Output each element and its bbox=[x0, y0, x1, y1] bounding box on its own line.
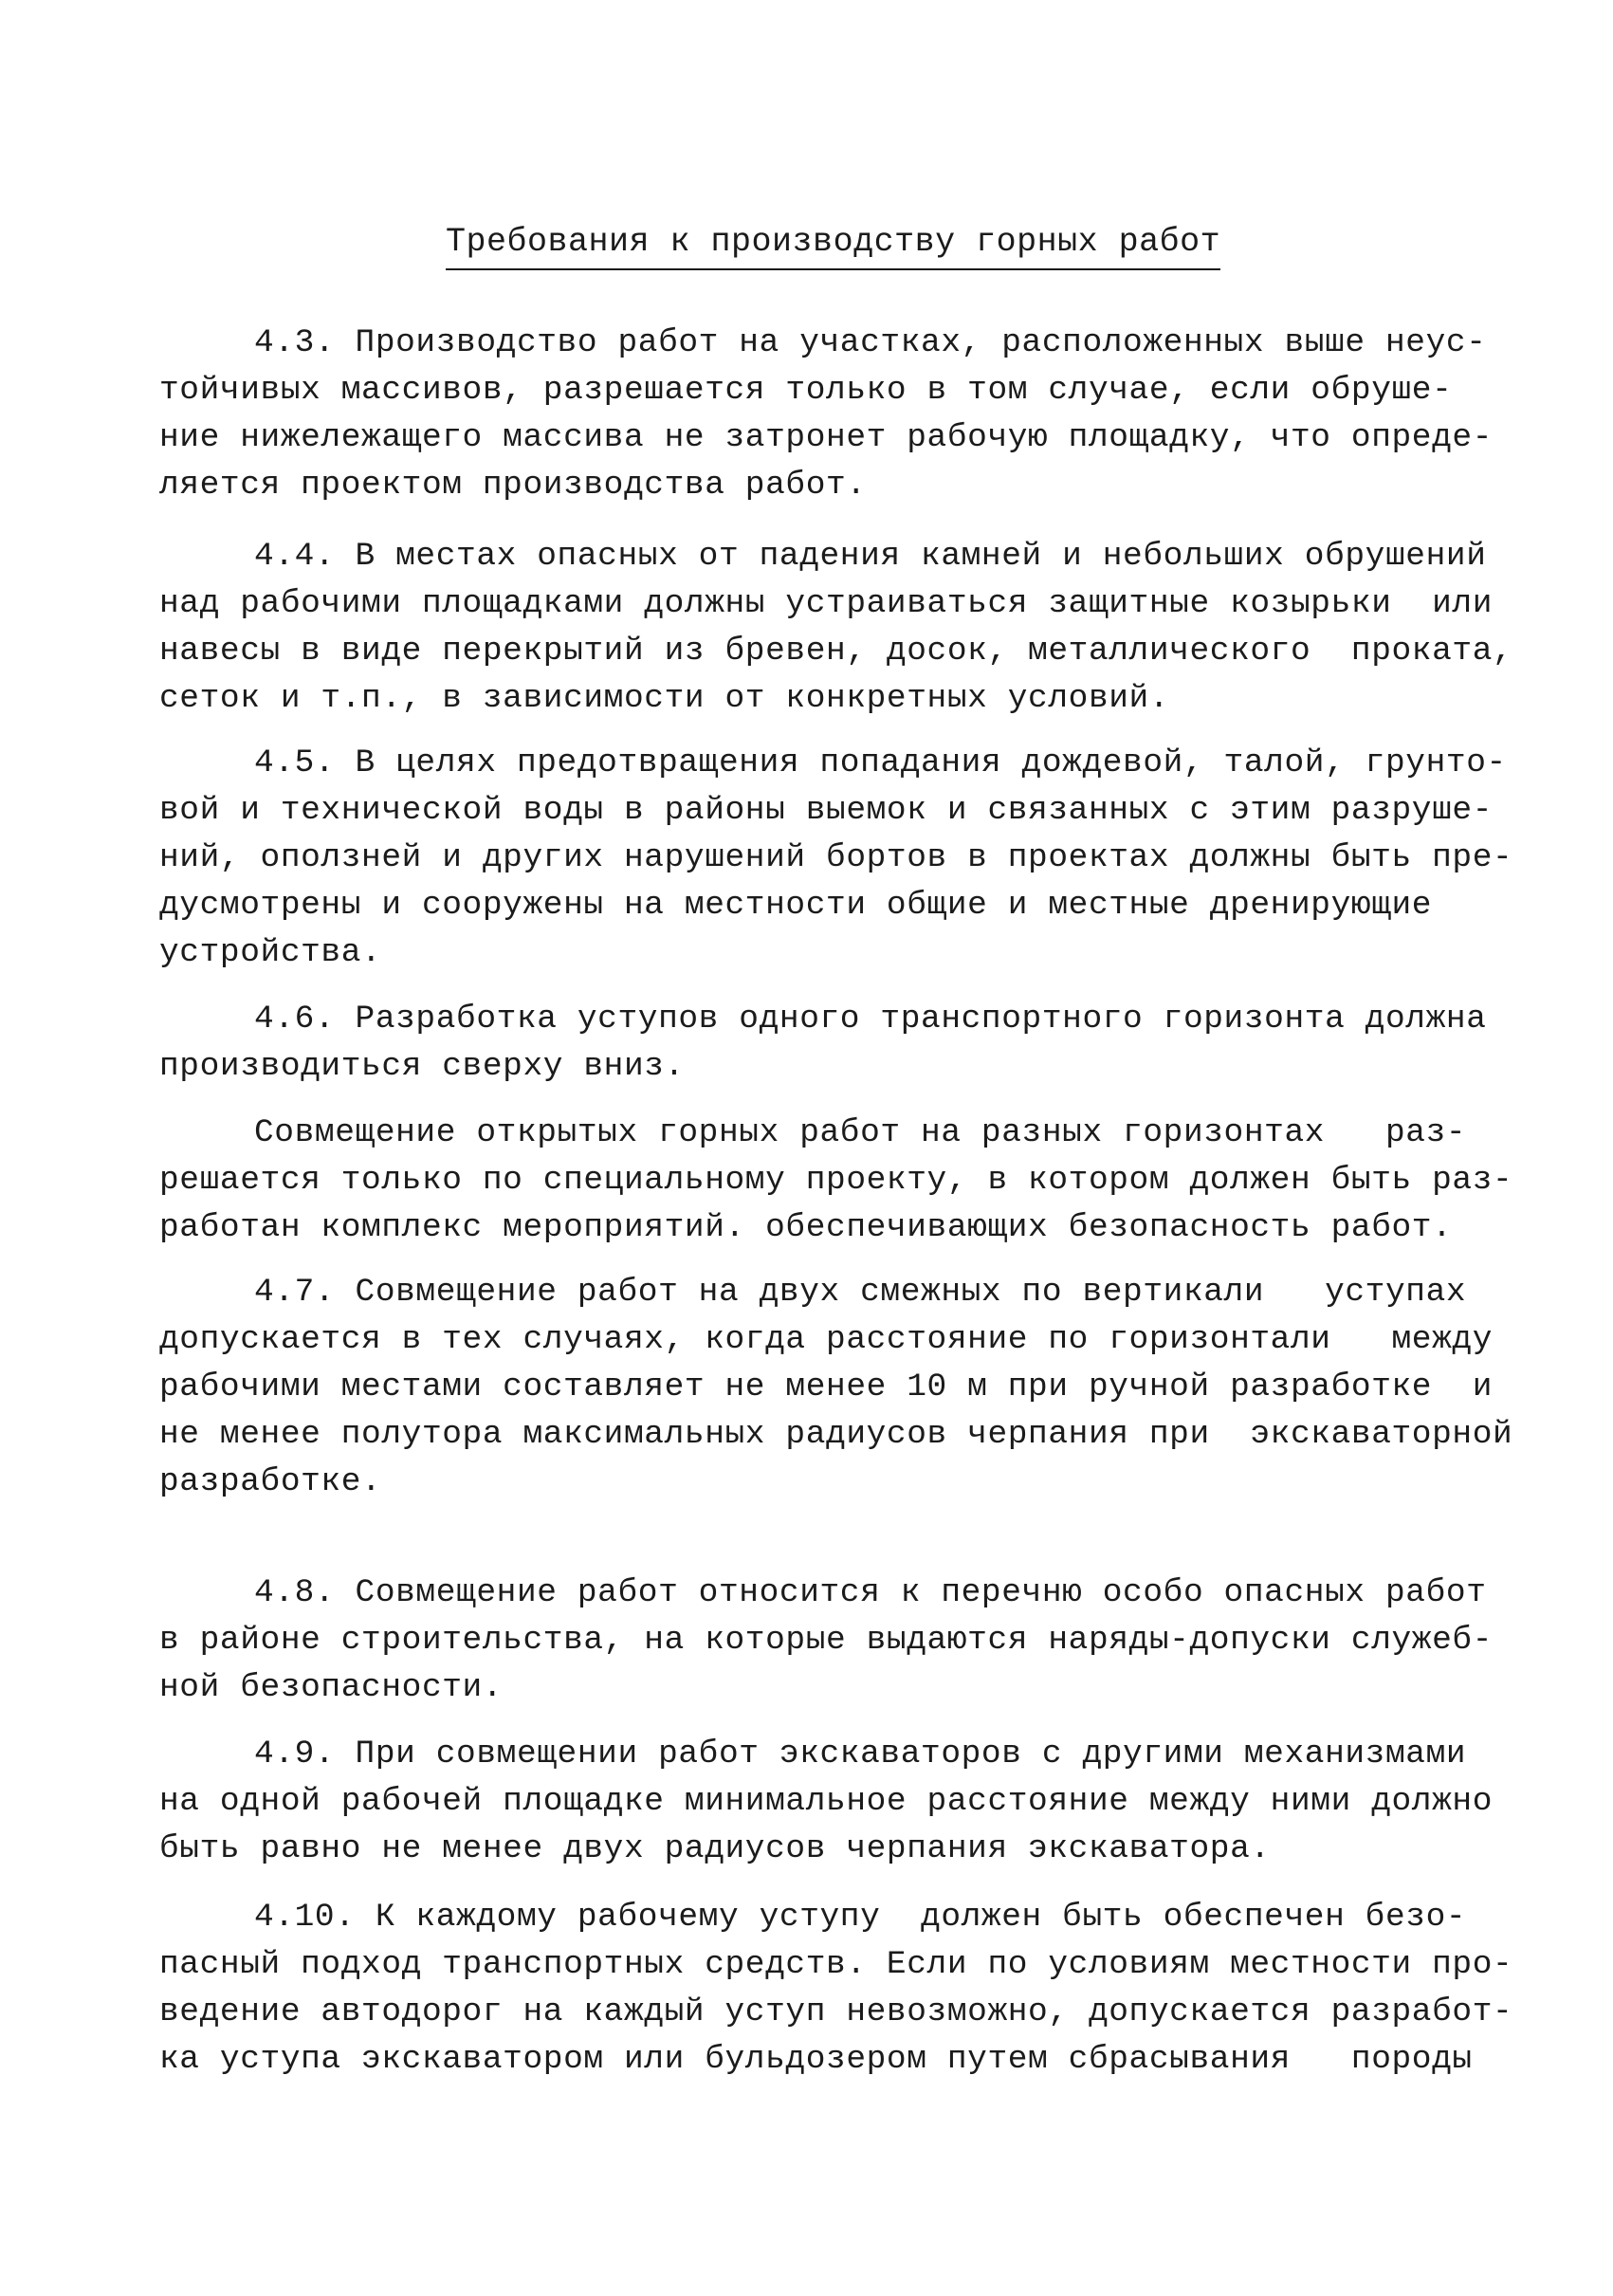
text-line: навесы в виде перекрытий из бревен, досок, металлического проката, bbox=[159, 633, 1513, 670]
text-line: пасный подход транспортных средств. Если по условиям местности про- bbox=[159, 1946, 1513, 1983]
paragraph-4-9 bbox=[159, 1731, 1494, 1873]
paragraph-combination bbox=[159, 1110, 1513, 1252]
text-line: ляется проектом производства работ. bbox=[159, 467, 867, 504]
paragraph-4-7 bbox=[159, 1269, 1513, 1506]
section-heading: Требования к производству горных работ bbox=[446, 220, 1220, 270]
text-line: 4.3. Производство работ на участках, расположенных выше неус- bbox=[254, 324, 1487, 361]
text-line: дусмотрены и сооружены на местности общие и местные дренирующие bbox=[159, 887, 1433, 924]
text-line: устройства. bbox=[159, 934, 382, 971]
text-line: 4.4. В местах опасных от падения камней и небольших обрушений bbox=[254, 538, 1487, 575]
text-line: в районе строительства, на которые выдаются наряды-допуски служеб- bbox=[159, 1622, 1494, 1659]
text-line: 4.5. В целях предотвращения попадания дождевой, талой, грунто- bbox=[254, 744, 1507, 781]
paragraph-4-6 bbox=[159, 996, 1487, 1091]
text-line: допускается в тех случаях, когда расстояние по горизонтали между bbox=[159, 1321, 1494, 1358]
text-line: ка уступа экскаватором или бульдозером путем сбрасывания породы bbox=[159, 2041, 1473, 2078]
text-line: решается только по специальному проекту, в котором должен быть раз- bbox=[159, 1162, 1513, 1199]
text-line: 4.6. Разработка уступов одного транспортного горизонта должна bbox=[254, 1001, 1487, 1038]
paragraph-4-8 bbox=[159, 1570, 1494, 1712]
paragraph-4-5 bbox=[159, 740, 1513, 977]
paragraph-4-3 bbox=[159, 320, 1494, 509]
text-line: сеток и т.п., в зависимости от конкретных условий. bbox=[159, 680, 1170, 717]
text-line: работан комплекс мероприятий. обеспечивающих безопасность работ. bbox=[159, 1209, 1453, 1246]
text-line: на одной рабочей площадке минимальное расстояние между ними должно bbox=[159, 1783, 1494, 1820]
text-line: 4.10. К каждому рабочему уступу должен быть обеспечен безо- bbox=[254, 1899, 1467, 1936]
text-line: ний, оползней и других нарушений бортов в проектах должны быть пре- bbox=[159, 839, 1513, 876]
text-line: вой и технической воды в районы выемок и связанных с этим разруше- bbox=[159, 792, 1494, 829]
text-line: Совмещение открытых горных работ на разных горизонтах раз- bbox=[254, 1114, 1467, 1151]
text-line: ведение автодорог на каждый уступ невозможно, допускается разработ- bbox=[159, 1993, 1513, 2030]
text-line: разработке. bbox=[159, 1463, 382, 1500]
text-line: быть равно не менее двух радиусов черпания экскаватора. bbox=[159, 1830, 1271, 1867]
text-line: производиться сверху вниз. bbox=[159, 1048, 685, 1085]
text-line: тойчивых массивов, разрешается только в том случае, если обруше- bbox=[159, 372, 1453, 409]
text-line: 4.8. Совмещение работ относится к перечню особо опасных работ bbox=[254, 1574, 1487, 1611]
text-line: 4.9. При совмещении работ экскаваторов с другими механизмами bbox=[254, 1736, 1467, 1773]
text-line: не менее полутора максимальных радиусов черпания при экскаваторной bbox=[159, 1416, 1513, 1453]
text-line: над рабочими площадками должны устраиваться защитные козырьки или bbox=[159, 585, 1494, 622]
text-line: ние нижележащего массива не затронет рабочую площадку, что опреде- bbox=[159, 419, 1494, 456]
paragraph-4-4 bbox=[159, 533, 1513, 723]
text-line: ной безопасности. bbox=[159, 1669, 504, 1706]
text-line: 4.7. Совмещение работ на двух смежных по вертикали уступах bbox=[254, 1274, 1467, 1311]
paragraph-4-10 bbox=[159, 1894, 1513, 2084]
text-line: рабочими местами составляет не менее 10 м при ручной разработке и bbox=[159, 1368, 1494, 1405]
